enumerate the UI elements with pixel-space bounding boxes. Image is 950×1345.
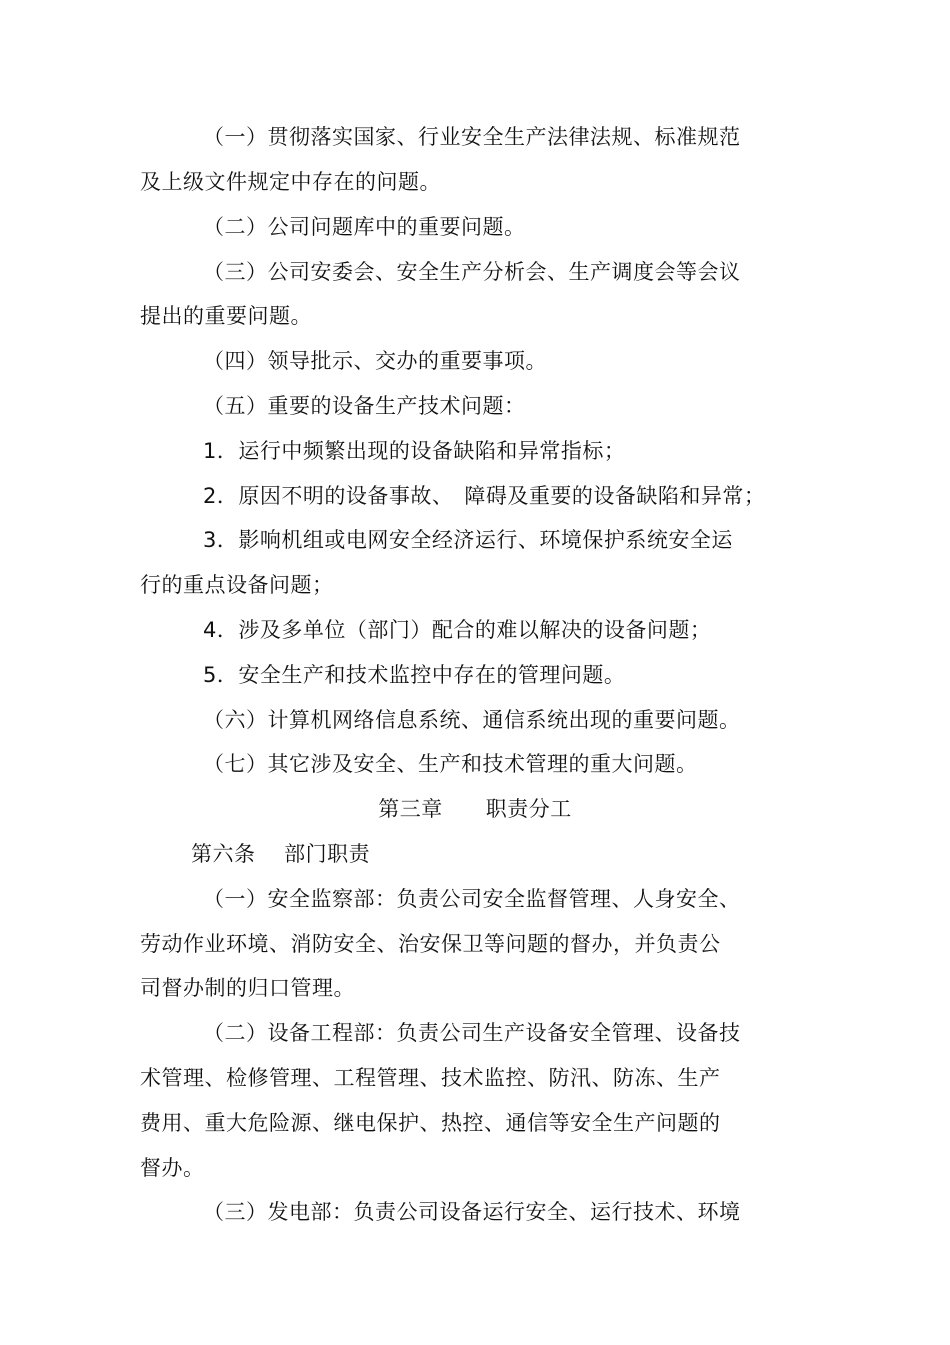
paragraph-line: （一）贯彻落实国家、行业安全生产法律法规、标准规范	[203, 125, 741, 149]
paragraph-line: （四）领导批示、交办的重要事项。	[203, 349, 547, 373]
paragraph-line: （一）安全监察部：负责公司安全监督管理、人身安全、	[203, 887, 741, 911]
paragraph-line: 行的重点设备问题；	[140, 573, 334, 597]
paragraph-line: （六）计算机网络信息系统、通信系统出现的重要问题。	[203, 708, 741, 732]
list-item-line: 5．安全生产和技术监控中存在的管理问题。	[203, 663, 626, 687]
paragraph-line: 督办。	[140, 1156, 205, 1180]
paragraph-line: 及上级文件规定中存在的问题。	[140, 170, 441, 194]
paragraph-line: （三）发电部：负责公司设备运行安全、运行技术、环境	[203, 1200, 741, 1224]
paragraph-line: 司督办制的归口管理。	[140, 976, 355, 1000]
list-item-line: 2．原因不明的设备事故、 障碍及重要的设备缺陷和异常；	[203, 484, 766, 508]
paragraph-line: （二）设备工程部：负责公司生产设备安全管理、设备技	[203, 1021, 741, 1045]
list-item-line: 4．涉及多单位（部门）配合的难以解决的设备问题；	[203, 618, 712, 642]
chapter-heading: 第三章 职责分工	[378, 797, 572, 821]
paragraph-line: 劳动作业环境、消防安全、治安保卫等问题的督办，并负责公	[140, 932, 721, 956]
paragraph-line: 费用、重大危险源、继电保护、热控、通信等安全生产问题的	[140, 1111, 721, 1135]
paragraph-line: 提出的重要问题。	[140, 304, 312, 328]
paragraph-line: （五）重要的设备生产技术问题：	[203, 394, 526, 418]
list-item-line: 3．影响机组或电网安全经济运行、环境保护系统安全运	[203, 528, 733, 552]
article-heading: 第六条 部门职责	[191, 842, 371, 866]
paragraph-line: （七）其它涉及安全、生产和技术管理的重大问题。	[203, 752, 698, 776]
paragraph-line: （三）公司安委会、安全生产分析会、生产调度会等会议	[203, 260, 741, 284]
list-item-line: 1．运行中频繁出现的设备缺陷和异常指标；	[203, 439, 626, 463]
paragraph-line: （二）公司问题库中的重要问题。	[203, 215, 526, 239]
paragraph-line: 术管理、检修管理、工程管理、技术监控、防汛、防冻、生产	[140, 1066, 721, 1090]
